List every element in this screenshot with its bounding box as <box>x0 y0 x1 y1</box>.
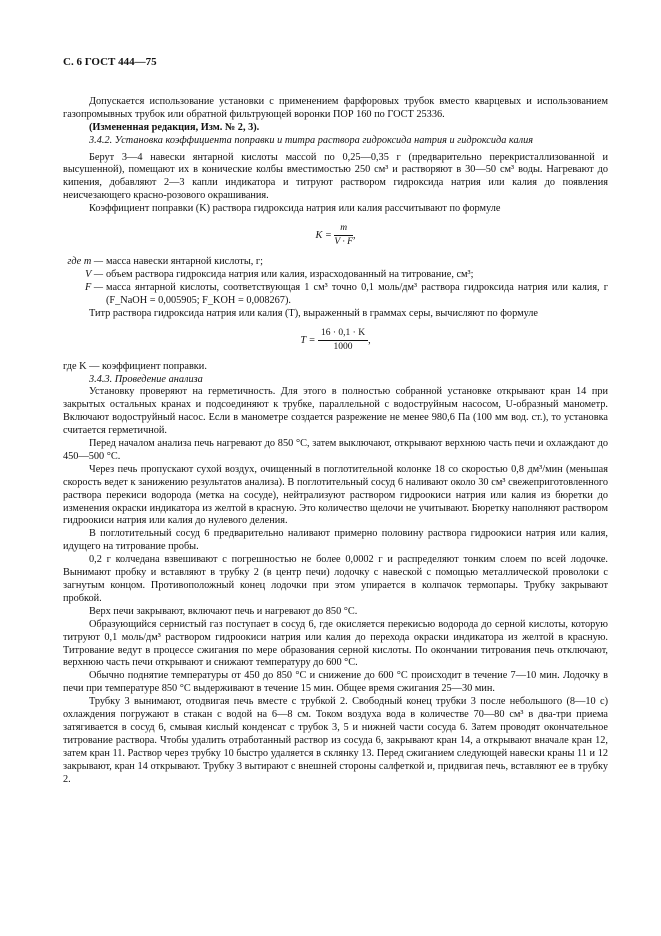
paragraph-analysis: Установку проверяют на герметичность. Для этого в полностью собранной установке открывают кран 14 при закрытых остальных кранах и подсоединяют к трубке, параллельной с водоструйным насосом, U-образный манометр. Включают водоструйный насос. Если в манометре создается разрежение не менее 980,6 Па (100 мм вод. ст.), то установка считается герметичной. <box>63 386 608 437</box>
paragraph-berut: Берут 3—4 навески янтарной кислоты массой по 0,25—0,35 г (предварительно перекристаллизованной и высушенной), помещают их в конические колбы вместимостью 250 см³ и растворяют в 30—50 см³ воды. Нагревают до кипения, добавляют 2—3 капли индикатора и титруют раствором гидроксида натрия или калия до появления неисчезающего красно-розового окрашивания. <box>63 151 608 202</box>
paragraph-titr: Титр раствора гидроксида натрия или калия (T), выраженный в граммах серы, вычисляют по формуле <box>89 307 538 319</box>
formula-k <box>63 223 608 248</box>
paragraph-analysis: В поглотительный сосуд 6 предварительно наливают примерно половину раствора гидроокиси натрия или калия, идущего на титрование пробы. <box>63 528 608 553</box>
formula-t-numerator: 16 · 0,1 · K <box>318 328 368 341</box>
where-item-v <box>63 269 608 282</box>
paragraph-analysis: Трубку 3 вынимают, отодвигая печь вместе с трубкой 2. Свободный конец трубки 3 после небольшого (8—10 с) охлаждения погружают в стакан с водой на 6—8 см. Током воздуха вода в количестве 70—80 см³ в два-три приема затягивается в сосуд 6, смывая кислый конденсат с трубок 3, 5 и нижней части сосуда 6. Затем проводят окончательное титрование раствора. Чтобы удалить отработанный раствор из сосуда 6, закрывают кран 14, а открывают вначале кран 12, затем кран 11. Раствор через трубку 10 быстро удаляется в склянку 13. Перед сжиганием следующей навески краны 11 и 12 закрывают, кран 14 открывают. Трубку 3 вытирают с внешней стороны салфеткой и, придвигая печь, вставляют ее в трубку 2. <box>63 696 608 785</box>
formula-k-denominator: V · F <box>334 237 353 248</box>
where-list-1 <box>63 256 608 308</box>
paragraph-analysis: 0,2 г колчедана взвешивают с погрешностью не более 0,0002 г и распределяют тонким слоем по всей лодочке. Вынимают пробку и вставляют в трубку 2 (в центр печи) лодочку с навеской с помощью металлической проволоки с загнутым концом. Противоположный конец лодочки при этом упирается в колпачок термопары. Трубку закрывают пробкой. <box>63 554 608 604</box>
paragraph-analysis: Через печь пропускают сухой воздух, очищенный в поглотительной колонке 18 со скоростью 0,8 дм³/мин (меньшая скорость ведет к занижению результатов анализа). В поглотительный сосуд 6 наливают около 30 см³ свежеприготовленного раствора перекиси водорода (метка на сосуде), нейтрализуют раствором гидроокиси натрия или калия из бюретки до изменения окраски индикатора из желтой в красную. Это количество щелочи не учитывают. Бюретку наполняют раствором гидроокиси натрия или калия до нулевого деления. <box>63 463 608 527</box>
where-text: объем раствора гидроксида натрия или калия, израсходованный на титрование, см³; <box>106 268 474 280</box>
where-symbol: F — <box>84 281 103 293</box>
paragraph-coefficient: Коэффициент поправки (K) раствора гидроксида натрия или калия рассчитывают по формуле <box>89 203 501 215</box>
paragraph-analysis: Образующийся сернистый газ поступает в сосуд 6, где окисляется перекисью водорода до серной кислоты, которую титруют 0,1 моль/дм³ раствором гидроокиси натрия или калия до перехода окраски индикатора из желтой в красную. Титрование ведут в процессе сжигания по мере образования серной кислоты. По окончании титрования печь отключают, верхнюю часть печи открывают и снижают температуру до 600 °С. <box>63 618 608 669</box>
section-3-4-2-heading: 3.4.2. Установка коэффициента поправки и титра раствора гидроксида натрия и гидроксида калия <box>89 134 534 146</box>
formula-k-numerator: m <box>334 223 353 236</box>
page-header: С. 6 ГОСТ 444—75 <box>63 56 157 68</box>
where-text: масса янтарной кислоты, соответствующая 1 см³ точно 0,1 моль/дм³ раствора гидроксида натрия или калия, г (F_NaOH = 0,005905; F_KOH = 0,008267). <box>106 281 608 306</box>
section-3-4-3-heading: 3.4.3. Проведение анализа <box>89 373 203 385</box>
formula-t-tail: , <box>368 334 371 346</box>
formula-t-denominator: 1000 <box>333 341 353 352</box>
paragraph-porcelain: Допускается использование установки с применением фарфоровых трубок вместо кварцевых и использованием газопромывных трубок или обратной фильтрующей воронки ПОР 160 по ГОСТ 25336. <box>63 95 608 120</box>
where-item-f <box>63 282 608 308</box>
formula-k-tail: , <box>352 229 356 241</box>
where-symbol: где m — <box>67 256 103 268</box>
formula-k-fraction <box>334 223 353 248</box>
where-symbol: V — <box>85 268 103 280</box>
paragraph-analysis: Перед началом анализа печь нагревают до 850 °С, затем выключают, открывают верхнюю часть печи и охлаждают до 450—500 °С. <box>63 438 608 462</box>
amendment-note: (Измененная редакция, Изм. № 2, 3). <box>89 121 260 133</box>
paragraph-analysis: Верх печи закрывают, включают печь и нагревают до 850 °С. <box>89 605 358 617</box>
where-item-m <box>63 256 608 269</box>
formula-t-fraction <box>318 328 368 353</box>
where-text: масса навески янтарной кислоты, г; <box>106 256 264 268</box>
formula-k-lhs: K = <box>315 229 332 241</box>
formula-t-lhs: T = <box>300 334 316 346</box>
where-2: где K — коэффициент поправки. <box>63 360 207 372</box>
document-page <box>63 56 608 787</box>
formula-t <box>63 328 608 353</box>
paragraph-analysis: Обычно поднятие температуры от 450 до 850 °С и снижение до 600 °С происходит в течение 7—10 мин. Лодочку в печи при температуре 850 °С выдерживают в течение 15 мин. Общее время сжигания 25—30 мин. <box>63 670 608 695</box>
